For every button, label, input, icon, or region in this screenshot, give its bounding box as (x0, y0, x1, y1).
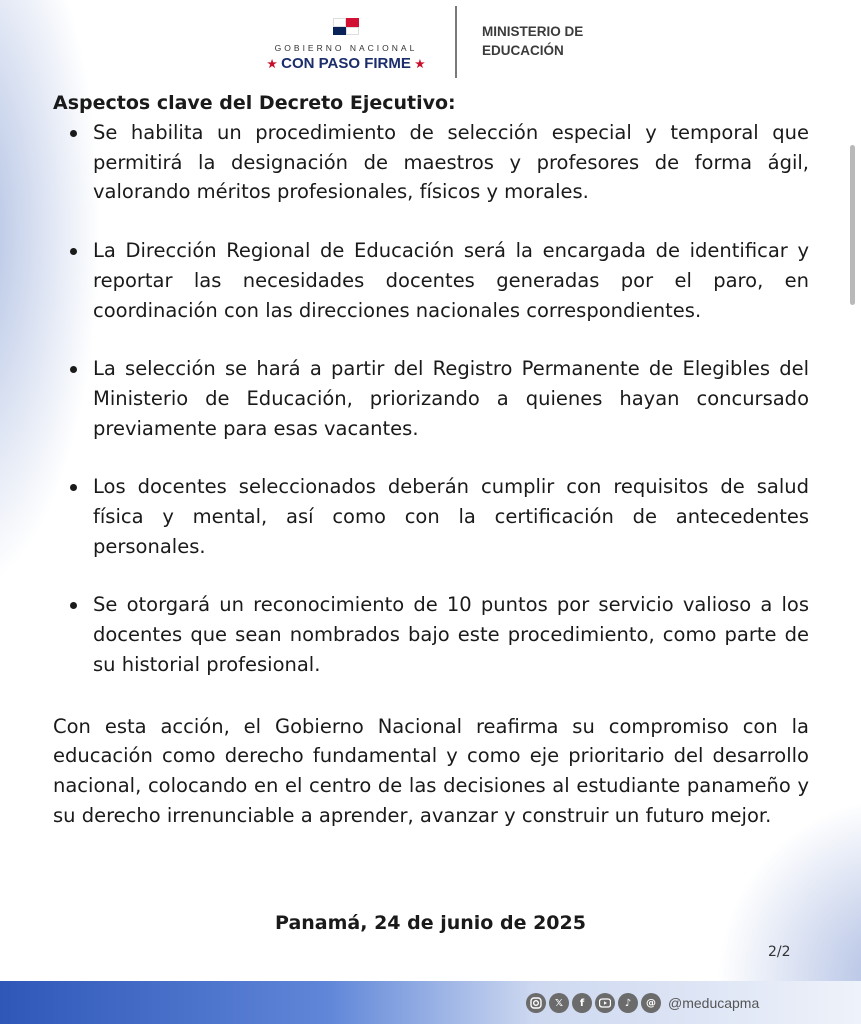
bullet-item (53, 236, 809, 325)
youtube-icon[interactable] (595, 993, 615, 1013)
bullet-text: Se habilita un procedimiento de selección especial y temporal que permitirá la designación de maestros y profesores de forma ágil, valorando méritos profesionales, físicos y morales. (93, 121, 809, 204)
ministry-line-1: MINISTERIO DE (482, 24, 584, 39)
gov-small-text: GOBIERNO NACIONAL (274, 43, 418, 53)
page-number: 2/2 (768, 944, 791, 960)
section-heading: Aspectos clave del Decreto Ejecutivo: (53, 92, 456, 114)
header (0, 0, 861, 90)
social-links (526, 992, 759, 1014)
bullet-dot-icon (70, 602, 77, 609)
bullet-dot-icon (70, 248, 77, 255)
bullet-item (53, 354, 809, 443)
government-logo (258, 18, 434, 72)
gov-slogan-text: CON PASO FIRME (281, 55, 411, 72)
instagram-icon[interactable] (526, 993, 546, 1013)
bullet-text: La selección se hará a partir del Registro Permanente de Elegibles del Ministerio de Educación, priorizando a quienes hayan concursado previamente para esas vacantes. (93, 357, 809, 440)
header-divider (455, 6, 457, 78)
x-icon[interactable]: 𝕏 (549, 993, 569, 1013)
bullet-item (53, 118, 809, 207)
social-handle[interactable]: @meducapma (668, 995, 760, 1011)
panama-flag-icon (333, 18, 359, 35)
dateline: Panamá, 24 de junio de 2025 (275, 912, 586, 934)
bullet-dot-icon (70, 366, 77, 373)
star-icon: ★ (267, 58, 277, 71)
scrollbar[interactable] (850, 145, 855, 305)
bullet-list (53, 118, 809, 680)
tiktok-icon[interactable]: ♪ (618, 993, 638, 1013)
closing-paragraph: Con esta acción, el Gobierno Nacional reafirma su compromiso con la educación como derecho fundamental y como eje prioritario del desarrollo nacional, colocando en el centro de las decisiones al estudiante panameño y su derecho irrenunciable a aprender, avanzar y construir un futuro mejor. (53, 714, 809, 827)
facebook-icon[interactable]: f (572, 993, 592, 1013)
threads-icon[interactable]: @ (641, 993, 661, 1013)
ministry-name (482, 22, 583, 60)
bullet-dot-icon (70, 130, 77, 137)
bullet-text: La Dirección Regional de Educación será la encargada de identificar y reportar las necesidades docentes generadas por el paro, en coordinación con las direcciones nacionales correspondientes. (93, 239, 809, 322)
bullet-item (53, 590, 809, 679)
content (53, 90, 809, 830)
bullet-text: Se otorgará un reconocimiento de 10 puntos por servicio valioso a los docentes que sean nombrados bajo este procedimiento, como parte de su historial profesional. (93, 593, 809, 676)
gov-slogan (258, 55, 434, 72)
bullet-item (53, 472, 809, 561)
bullet-text: Los docentes seleccionados deberán cumplir con requisitos de salud física y mental, así como con la certificación de antecedentes personales. (93, 475, 809, 558)
star-icon: ★ (415, 58, 425, 71)
bullet-dot-icon (70, 484, 77, 491)
ministry-line-2: EDUCACIÓN (482, 43, 564, 58)
